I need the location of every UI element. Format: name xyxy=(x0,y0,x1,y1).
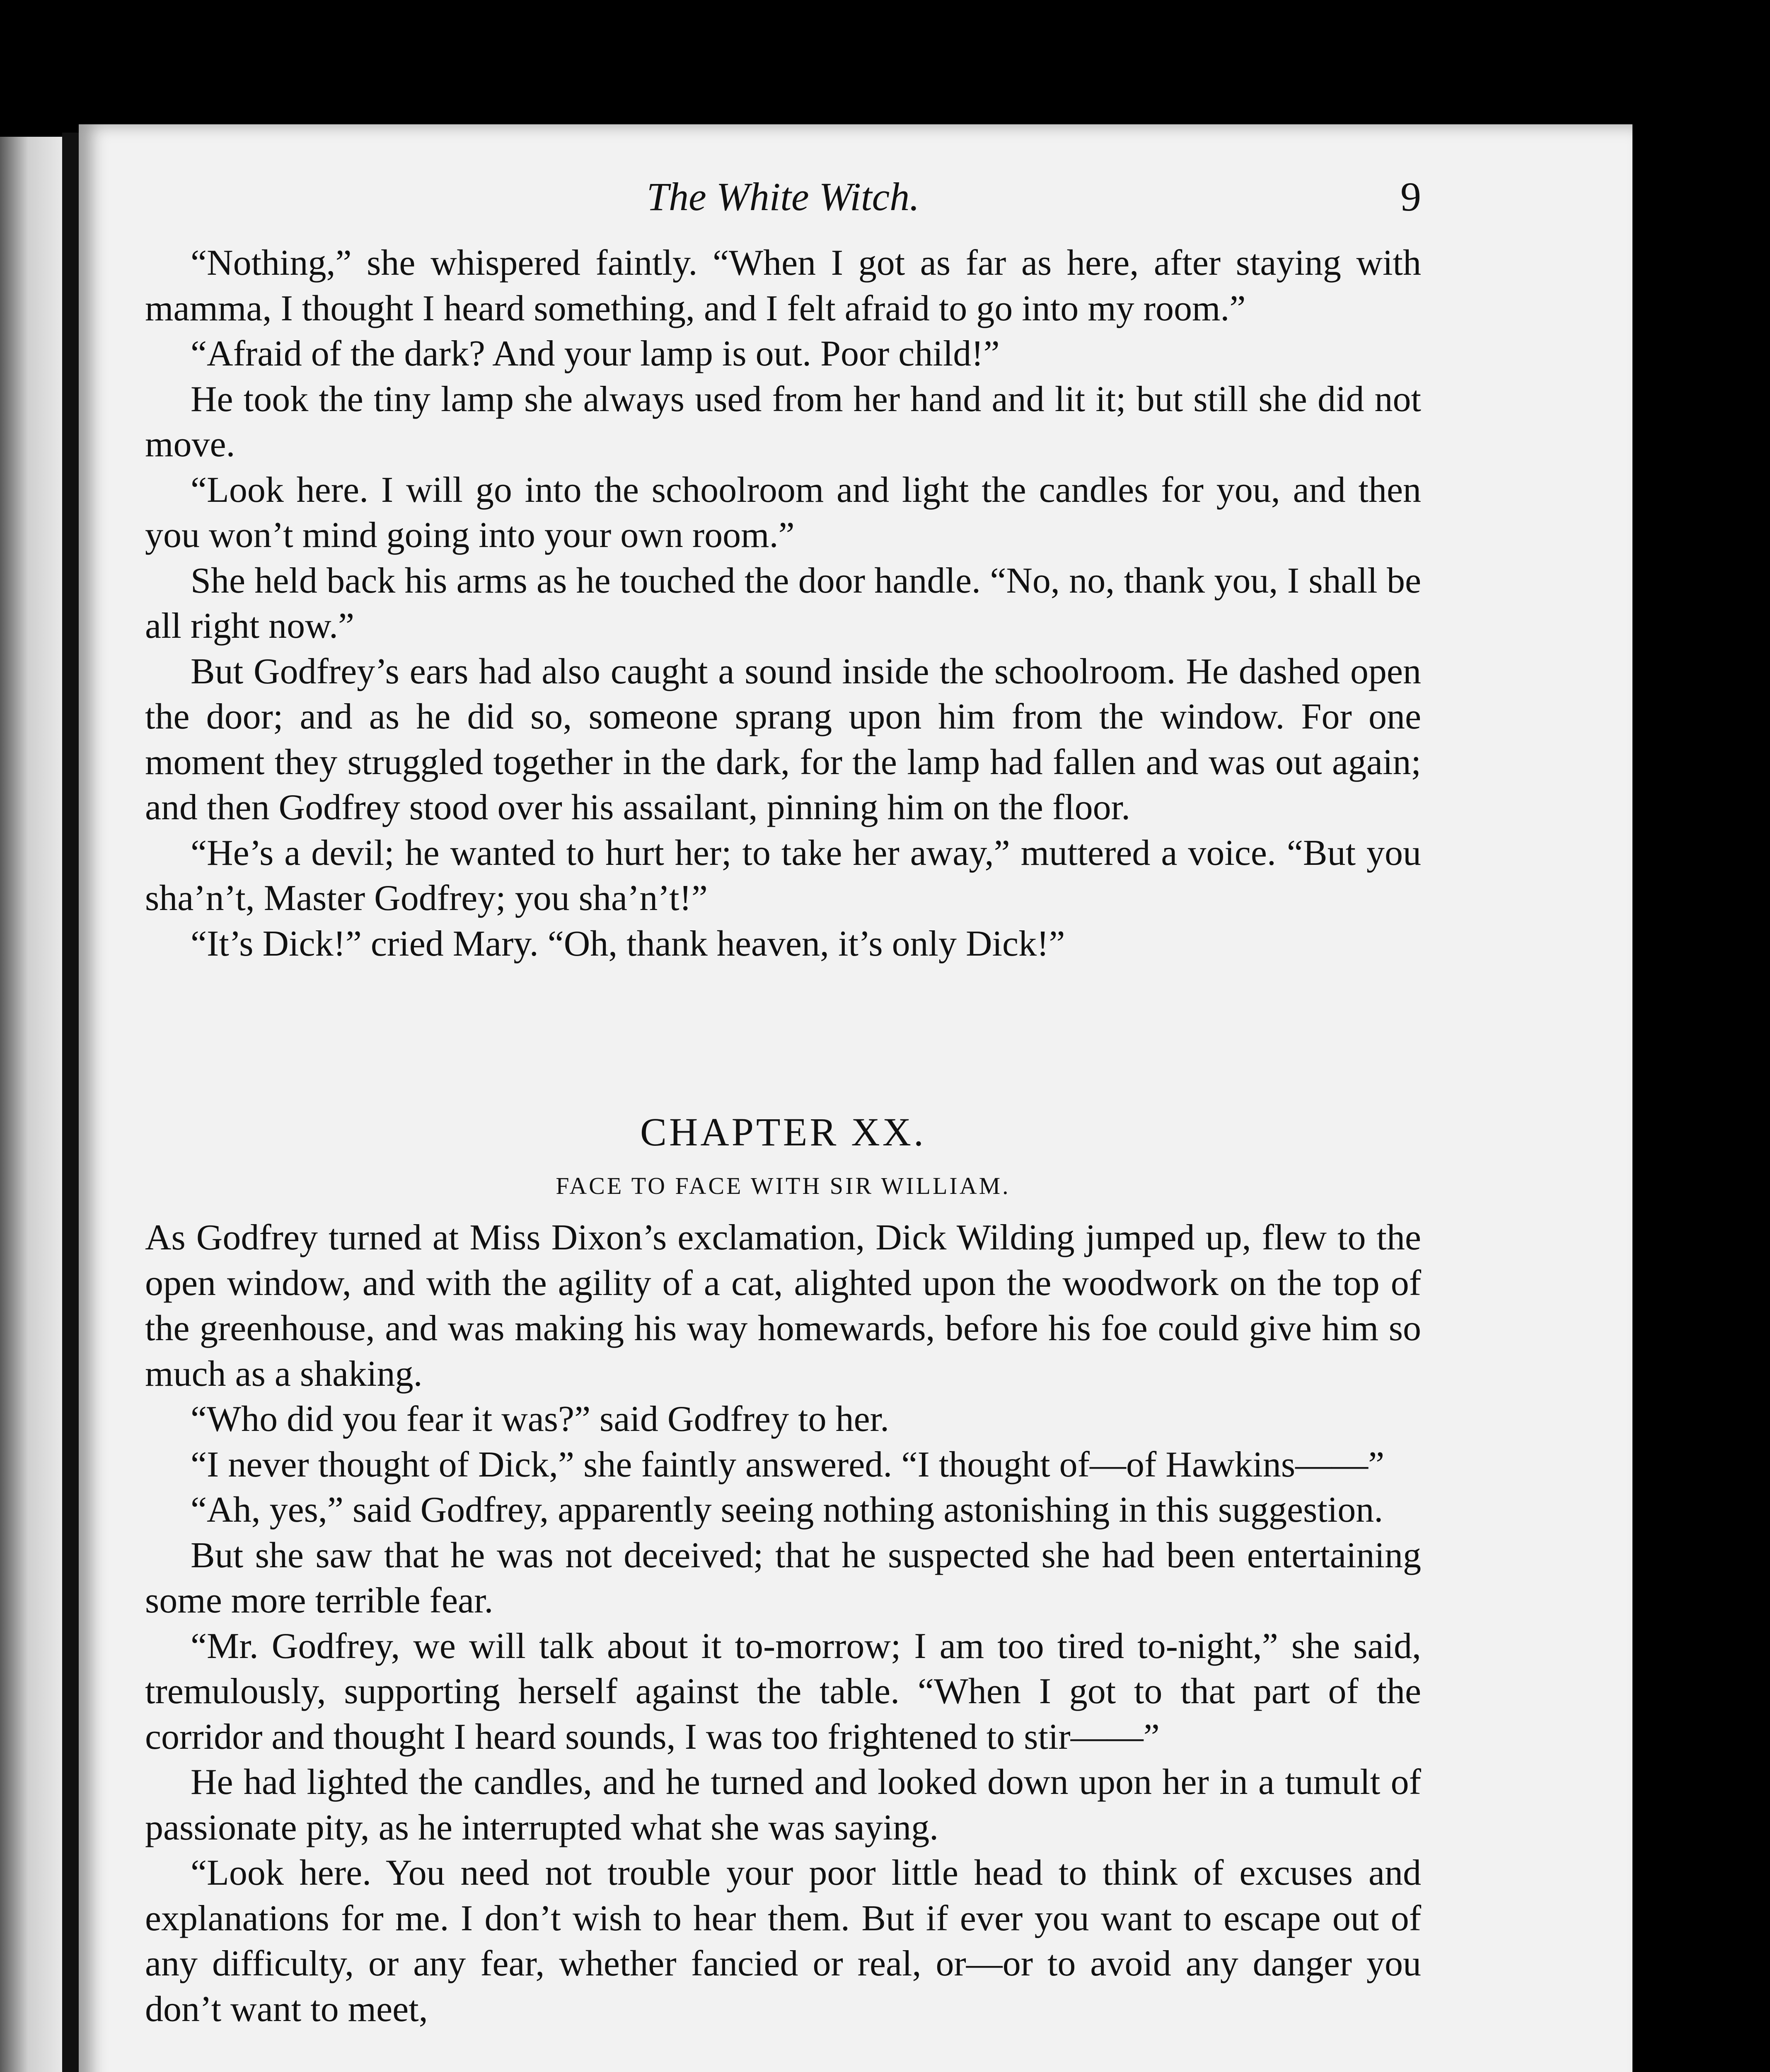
paragraph: “Nothing,” she whispered faintly. “When I got as far as here, after staying with mamma, I thought I heard something, and I felt afraid to go into my room.” xyxy=(145,243,1421,329)
chapter-subtitle: FACE TO FACE WITH SIR WILLIAM. xyxy=(556,1172,1011,1199)
paragraph: “Look here. I will go into the schoolroom and light the candles for you, and then you won’t mind going into your own room.” xyxy=(145,470,1421,555)
page-number: 9 xyxy=(1400,174,1421,220)
paragraph: But she saw that he was not deceived; that he suspected she had been entertaining some more terrible fear. xyxy=(145,1535,1421,1621)
paragraph: “It’s Dick!” cried Mary. “Oh, thank heaven, it’s only Dick!” xyxy=(191,923,1065,964)
paragraph: As Godfrey turned at Miss Dixon’s exclamation, Dick Wilding jumped up, flew to the open window, and with the agility of a cat, alighted upon the woodwork on the top of the greenhouse, and was making his way homewards, before his foe could give him so much as a shaking. xyxy=(145,1218,1421,1394)
page-body xyxy=(145,240,1421,2032)
paragraph: “Mr. Godfrey, we will talk about it to-morrow; I am too tired to-night,” she said, tremulously, supporting herself against the table. “When I got to that part of the corridor and thought I heard sounds, I was too frightened to stir——” xyxy=(145,1626,1421,1757)
paragraph: “I never thought of Dick,” she faintly answered. “I thought of—of Hawkins——” xyxy=(191,1444,1385,1485)
paragraph: He took the tiny lamp she always used from her hand and lit it; but still she did not move. xyxy=(145,379,1421,465)
running-title: The White Witch. xyxy=(646,174,920,219)
paragraph: But Godfrey’s ears had also caught a sound inside the schoolroom. He dashed open the door; and as he did so, someone sprang upon him from the window. For one moment they struggled together in the dark, for the lamp had fallen and was out again; and then Godfrey stood over his assailant, pinning him on the floor. xyxy=(145,651,1421,828)
paragraph: “Who did you fear it was?” said Godfrey to her. xyxy=(191,1399,890,1439)
paragraph: “Afraid of the dark? And your lamp is out. Poor child!” xyxy=(191,334,1000,374)
chapter-title: CHAPTER XX. xyxy=(640,1110,926,1154)
paragraph: He had lighted the candles, and he turned and looked down upon her in a tumult of passionate pity, as he interrupted what she was saying. xyxy=(145,1762,1421,1848)
paragraph: “Ah, yes,” said Godfrey, apparently seeing nothing astonishing in this suggestion. xyxy=(191,1490,1383,1530)
paragraph: “Look here. You need not trouble your poor little head to think of excuses and explanations for me. I don’t wish to hear them. But if ever you want to escape out of any difficulty, or any fear, whether fancied or real, or—or to avoid any danger you don’t want to meet, xyxy=(145,1853,1421,2029)
book-gutter xyxy=(62,133,79,2072)
paragraph: She held back his arms as he touched the door handle. “No, no, thank you, I shall be all right now.” xyxy=(145,560,1421,646)
page-header xyxy=(145,166,1421,228)
paragraph: “He’s a devil; he wanted to hurt her; to take her away,” muttered a voice. “But you sha’n’t, Master Godfrey; you sha’n’t!” xyxy=(145,833,1421,918)
facing-page-edge xyxy=(0,137,62,2072)
